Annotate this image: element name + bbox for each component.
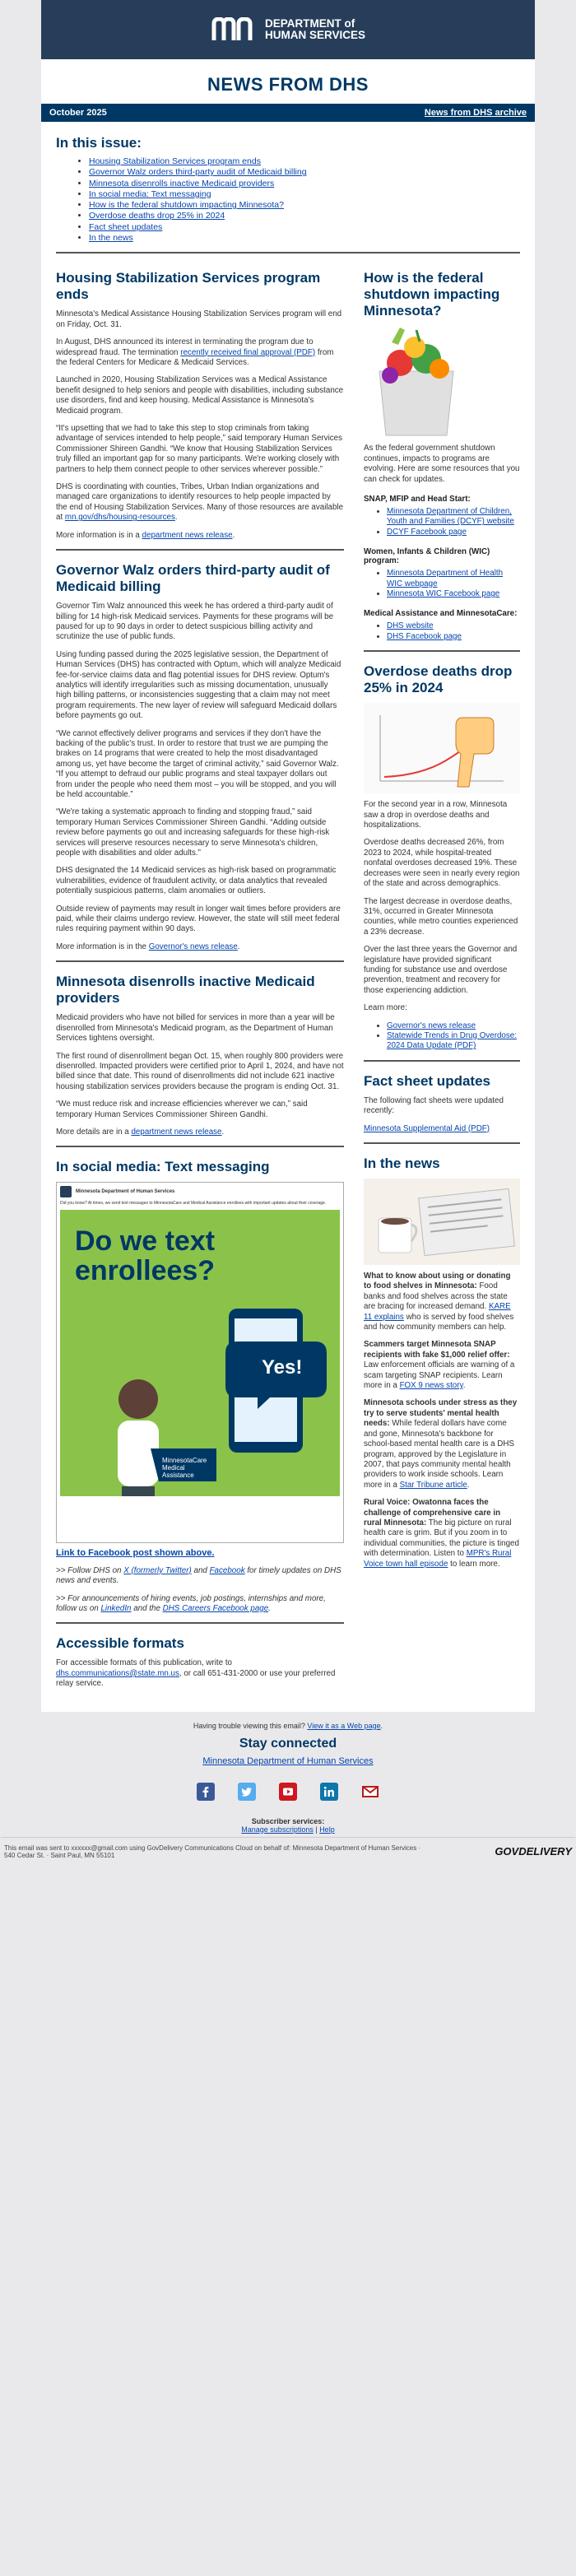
text: The big picture on rural health care is grim. But if you zoom in to individual communities, the picture is tinged with determination. Listen to [364, 1518, 519, 1559]
footer [41, 1712, 535, 1837]
dhs-avatar [60, 1186, 72, 1197]
text: For accessible formats of this publication, write to [56, 1658, 232, 1668]
ma-heading: Medical Assistance and MinnesotaCare: [364, 609, 518, 619]
logo-line-2: HUMAN SERVICES [264, 29, 366, 41]
newspaper-coffee-icon [364, 1179, 520, 1265]
email-link[interactable]: dhs.communications@state.mn.us [56, 1668, 179, 1678]
fb-link-para [56, 1548, 344, 1558]
audit-p5: DHS designated the 14 Medicaid services as high-risk based on programmatic vulnerabilities, evidence of fraudulent activity, or data analytics that revealed potentially suspicious patterns, claim anomalies or outliers. [56, 866, 337, 896]
facebook-link[interactable]: Facebook [209, 1565, 245, 1575]
divider [56, 1146, 344, 1147]
factsheet-title: Fact sheet updates [364, 1072, 490, 1089]
issue-link[interactable]: Governor Walz orders third-party audit of Medicaid billing [89, 167, 307, 178]
hss-p1: Minnesota's Medical Assistance Housing Stabilization Services program will end on Friday, Oct. 31. [56, 309, 342, 329]
issue-link[interactable]: Housing Stabilization Services program ends [89, 156, 261, 166]
headline: Scammers target Minnesota SNAP recipients with fake $1,000 relief offer: [364, 1340, 510, 1360]
news-item-3 [364, 1398, 520, 1490]
stay-connected-heading: Stay connected [239, 1736, 337, 1751]
audit-title: Governor Walz orders third-party audit of Medicaid billing [56, 562, 330, 595]
text: for timely updates on DHS news and events. [56, 1565, 341, 1586]
overdose-links [364, 1021, 520, 1052]
text: from the federal Centers for Medicare & Medicaid Services. [56, 347, 334, 367]
msa-pdf-link[interactable]: Minnesota Supplemental Aid (PDF) [364, 1123, 490, 1133]
dcyf-website-link[interactable]: Minnesota Department of Children, Youth and Families (DCYF) website [387, 507, 514, 527]
social-icons [41, 1783, 535, 1801]
issue-item [89, 200, 520, 211]
fb-post-header [60, 1186, 340, 1197]
news-release-link[interactable]: department news release [142, 530, 233, 540]
overdose-p1: For the second year in a row, Minnesota saw a drop in overdose deaths and hospitalizations. [364, 800, 508, 830]
govdelivery-bar [1, 1837, 575, 1866]
audit-p6: Outside review of payments may result in longer wait times before providers are paid, while their claims undergo review. However, the state will still meet federal rules requiring payment within 90 days. [56, 904, 341, 934]
text: >> Follow DHS on [56, 1565, 124, 1575]
divider [56, 549, 344, 551]
mn-logo-icon [211, 17, 257, 42]
youtube-icon[interactable] [279, 1783, 297, 1801]
hss-title: Housing Stabilization Services program ends [56, 270, 321, 303]
factsheet-link-para [364, 1124, 520, 1134]
issue-link[interactable]: Overdose deaths drop 25% in 2024 [89, 211, 225, 221]
logo-line-1: DEPARTMENT of [264, 17, 355, 30]
housing-resources-link[interactable]: mn.gov/dhs/housing-resources [64, 513, 175, 523]
issue-list [56, 156, 520, 244]
dhs-home-link[interactable]: Minnesota Department of Human Services [202, 1755, 374, 1766]
disenroll-p3: “We must reduce risk and increase efficiencies wherever we can,” said temporary Human Services Commissioner Shireen Gandhi. [56, 1100, 308, 1119]
hss-p2 [56, 337, 344, 368]
fb-page-name: Minnesota Department of Human Services [76, 1189, 175, 1195]
issue-item [89, 179, 520, 189]
kare11-link[interactable]: KARE 11 explains [364, 1302, 511, 1322]
text: More information is in a [56, 530, 142, 540]
divider [364, 1060, 520, 1062]
audit-p1: Governor Tim Walz announced this week he has ordered a third-party audit of billing for 14 high-risk Medicaid services. Payments for these programs will be paused for up to 90 days in order to detect suspicious billing activity and scrutinize the use of public funds. [56, 602, 334, 642]
newsletter-title: NEWS FROM DHS [207, 74, 369, 95]
wic-facebook-link[interactable]: Minnesota WIC Facebook page [387, 589, 500, 599]
issue-link[interactable]: How is the federal shutdown impacting Minnesota? [89, 200, 284, 211]
linkedin-link[interactable]: LinkedIn [100, 1603, 132, 1613]
governor-release-link[interactable]: Governor's news release [387, 1021, 476, 1030]
overdose-p2: Overdose deaths decreased 26%, from 2023 to 2024, while hospital-treated nonfatal overdoses decreased 19%. These decreases were seen in nearly every region of the state and across demographics. [364, 838, 520, 889]
text: . [232, 530, 235, 540]
audit-p3: “We cannot effectively deliver programs and services if they don't have the backing of the public's trust. In order to restore that trust we are pumping the brakes on 14 programs that were created to help the most disadvantaged among us, yet have become the target of criminal activity,” said Governor Walz. “If you attempt to defraud our public programs and steal taxpayer dollars out from under the people who need them most – you will be stopped, and you will be held accountable.” [56, 728, 339, 799]
govdelivery-logo: GOVDELIVERY [495, 1845, 572, 1858]
facebook-icon[interactable] [197, 1783, 215, 1801]
facebook-post-link[interactable]: Link to Facebook post shown above. [56, 1548, 215, 1559]
grocery-bag-icon [367, 326, 466, 437]
text: DHS is coordinating with counties, Tribes, Urban Indian organizations and managed care organizations to identify resources to help people impacted by the end of Housing Stabilization Services. Many of those resources are available at [56, 482, 344, 523]
list-item [387, 1031, 520, 1052]
issue-item [89, 167, 520, 178]
ma-links [364, 621, 520, 642]
disenroll-p1: Medicaid providers who have not billed for services in more than a year will be disenrolled from Minnesota's Medicaid program, as the Department of Human Services tightens oversight. [56, 1013, 335, 1044]
headline: Rural Voice: Owatonna faces the challenge of comprehensive care in rural Minnesota: [364, 1498, 501, 1527]
accessible-p [56, 1658, 344, 1689]
dcyf-facebook-link[interactable]: DCYF Facebook page [387, 527, 467, 537]
archive-link[interactable]: News from DHS archive [424, 108, 527, 118]
list-item [387, 528, 520, 537]
graphic-footer-strip [60, 1496, 340, 1539]
text: . [221, 1127, 225, 1137]
text: , or call 651-431-2000 or use your preferred relay service. [56, 1668, 336, 1689]
help-link[interactable]: Help [319, 1825, 335, 1834]
social-title: In social media: Text messaging [56, 1159, 270, 1175]
text: Having trouble viewing this email? [193, 1721, 308, 1730]
dhs-link-line [41, 1756, 535, 1766]
graphic-badge: MinnesotaCare Medical Assistance [162, 1457, 207, 1480]
issue-link[interactable]: In the news [89, 233, 133, 244]
text: >> For announcements of hiring events, job postings, internships and more, follow us on [56, 1593, 326, 1613]
disenroll-title: Minnesota disenrolls inactive Medicaid providers [56, 974, 315, 1007]
separator: | [313, 1825, 320, 1834]
two-column-layout [56, 270, 520, 1696]
news-item-1 [364, 1272, 520, 1332]
issue-item [89, 233, 520, 244]
headline: Minnesota schools under stress as they try to serve students' mental health needs: [364, 1398, 518, 1429]
mpr-link[interactable]: MPR's Rural Voice town hall episode [364, 1549, 512, 1569]
wic-links [364, 569, 520, 599]
shutdown-title: How is the federal shutdown impacting Minnesota? [364, 270, 500, 319]
twitter-icon[interactable] [238, 1783, 256, 1801]
overdose-report-link[interactable]: Statewide Trends in Drug Overdose: 2024 Data Update (PDF) [387, 1030, 517, 1051]
wic-heading: Women, Infants & Children (WIC) program: [364, 547, 490, 566]
subscriber-label: Subscriber services: [251, 1816, 325, 1825]
list-item [387, 632, 520, 642]
governor-release-link[interactable]: Governor's news release [148, 942, 238, 951]
social-p2 [56, 1594, 344, 1615]
text: More information is in the [56, 942, 149, 951]
trouble-line [41, 1722, 535, 1730]
divider [56, 1622, 344, 1624]
shutdown-p1: As the federal government shutdown continues, impacts to programs are evolving. Here are some resources that you can check for updates. [364, 444, 520, 484]
facebook-post-image[interactable] [56, 1182, 344, 1543]
right-column [364, 270, 520, 1696]
fox9-link[interactable]: FOX 9 news story [399, 1381, 463, 1391]
in-this-issue [56, 135, 520, 253]
news-release-link[interactable]: department news release [131, 1127, 222, 1137]
issue-link[interactable]: Minnesota disenrolls inactive Medicaid providers [89, 178, 275, 188]
list-item [387, 621, 520, 631]
text: . [462, 1381, 466, 1391]
text: Food banks and food shelves across the state are bracing for increased demand. [364, 1281, 508, 1312]
issue-item [89, 189, 520, 200]
headline: What to know about using or donating to food shelves in Minnesota: [364, 1272, 511, 1291]
graphic-yes: Yes! [262, 1356, 303, 1379]
sender-info: This email was sent to xxxxxx@gmail.com using GovDelivery Communications Cloud on behalf of: Minnesota Department of Human Services · 540 Cedar St. · Saint Paul, MN 55101 [4, 1844, 421, 1859]
text: . [380, 1721, 383, 1730]
overdose-title: Overdose deaths drop 25% in 2024 [364, 663, 513, 696]
main-content [41, 122, 535, 1712]
social-p1 [56, 1566, 344, 1587]
factsheet-p1: The following fact sheets were updated recently: [364, 1095, 504, 1116]
dhs-website-link[interactable]: DHS website [387, 621, 434, 631]
text: to learn more. [448, 1559, 500, 1569]
text: . [268, 1603, 271, 1613]
text: . [174, 513, 178, 523]
issue-item [89, 211, 520, 221]
newsletter-title-bar [41, 59, 535, 104]
graphic-title: Do we text enrollees? [75, 1225, 216, 1287]
issue-item [89, 156, 520, 167]
hss-p5 [56, 482, 344, 523]
fb-post-text: Did you know? At times, we send text messages to MinnesotaCare and Medical Assistance enrollees with important updates about their coverage. [60, 1201, 327, 1207]
issue-date: October 2025 [49, 108, 107, 118]
audit-p2: Using funding passed during the 2025 legislative session, the Department of Human Services (DHS) has contracted with Optum, which will analyze Medicaid fee-for-service claims data and flag potential issues for DHS review. Optum's analytics will identify irregularities such as missing documentation, unusually high billing patterns, or inconsistencies suggesting that a claim may not meet program requirements. The new layer of review will safeguard Medicaid dollars before payments go out. [56, 649, 341, 721]
text: Law enforcement officials are warning of a scam targeting SNAP recipients. Learn more in a [364, 1360, 515, 1391]
overdose-p5: Learn more: [364, 1003, 407, 1013]
linkedin-icon[interactable] [320, 1783, 338, 1801]
fist-chart-icon [364, 703, 520, 793]
overdose-p3: The largest decrease in overdose deaths, 31%, occurred in Greater Minnesota counties, while metro counties experienced a 23% decrease. [364, 896, 518, 937]
text: who is served by food shelves and how community members can help. [364, 1312, 514, 1332]
snap-heading: SNAP, MFIP and Head Start: [364, 495, 471, 504]
text: While federal dollars have come and gone, Minnesota's backbone for school-based mental health care is a DHS program, approved by the Legislature in 2007, that pays community mental health providers to work inside schools. Learn more in a [364, 1419, 514, 1490]
divider [364, 650, 520, 652]
text: . [467, 1480, 470, 1490]
text: . [237, 942, 240, 951]
issue-link[interactable]: In social media: Text messaging [89, 188, 211, 199]
date-bar [41, 104, 535, 122]
wic-webpage-link[interactable]: Minnesota Department of Health WIC webpage [387, 569, 504, 588]
x-twitter-link[interactable]: X (formerly Twitter) [123, 1565, 192, 1575]
text: and [191, 1565, 210, 1575]
audit-p7 [56, 942, 344, 952]
masthead [41, 0, 535, 59]
manage-subscriptions-link[interactable]: Manage subscriptions [241, 1825, 314, 1834]
disenroll-p4 [56, 1128, 344, 1137]
list-item [387, 569, 520, 589]
news-item-2 [364, 1340, 520, 1391]
disenroll-p2: The first round of disenrollment began Oct. 15, when roughly 800 providers were disenrolled. Impacted providers were certified prior to April 1, 2024, and have not billed since that date. This round of disenrollments did not include 621 inactive housing stabilization services providers because the program is ending Oct. 31. [56, 1051, 344, 1091]
star-tribune-link[interactable]: Star Tribune article [399, 1480, 467, 1490]
hss-p4: “It's upsetting that we had to take this step to stop criminals from taking advantage of services intended to help people,” said temporary Human Services Commissioner Shireen Gandhi. “We know that Housing Stabilization Services truly filled an important gap for so many participants. We're working closely with partners to help them connect people to other services wherever possible.” [56, 424, 342, 474]
issue-item [89, 222, 520, 233]
divider [56, 960, 344, 962]
issue-link[interactable]: Fact sheet updates [89, 221, 163, 232]
text-message-graphic [60, 1210, 340, 1539]
text: In August, DHS announced its interest in terminating the program due to widespread fraud. The termination [56, 337, 314, 357]
text: and the [131, 1603, 163, 1613]
left-column [56, 270, 344, 1696]
hss-p6 [56, 531, 344, 541]
hss-p3: Launched in 2020, Housing Stabilization Services was a Medical Assistance benefit designed to help seniors and people with disabilities, including substance use disorders, find and keep housing. Medical Assistance is Minnesota's Medicaid program. [56, 375, 344, 416]
subscriber-services [41, 1817, 535, 1834]
text: More details are in a [56, 1127, 132, 1137]
overdose-p4: Over the last three years the Governor and legislature have provided significant funding for substance use and overdose prevention, treatment and recovery for those experiencing addiction. [364, 945, 518, 995]
careers-facebook-link[interactable]: DHS Careers Facebook page [162, 1603, 269, 1613]
web-version-link[interactable]: View it as a Web page [307, 1721, 381, 1730]
snap-links [364, 507, 520, 537]
email-icon[interactable] [361, 1783, 379, 1801]
divider [364, 1142, 520, 1144]
list-item [387, 1021, 520, 1031]
list-item [387, 589, 520, 599]
in-this-issue-heading: In this issue: [56, 135, 142, 151]
audit-p4: “We're taking a systematic approach to finding and stopping fraud,” said temporary Human Services Commissioner Shireen Gandhi. “Adding outside review before payments go out and increasing safeguards for these high-risk services will preserve resources necessary to serve Minnesota's children, people with disabilities and older adults.” [56, 807, 330, 858]
dhs-facebook-link[interactable]: DHS Facebook page [387, 631, 462, 641]
list-item [387, 507, 520, 528]
email-container [41, 0, 535, 1837]
logo-text [265, 18, 365, 41]
news-title: In the news [364, 1155, 440, 1171]
accessible-title: Accessible formats [56, 1635, 184, 1652]
news-item-4 [364, 1498, 520, 1569]
approval-pdf-link[interactable]: recently received final approval (PDF) [180, 347, 316, 357]
